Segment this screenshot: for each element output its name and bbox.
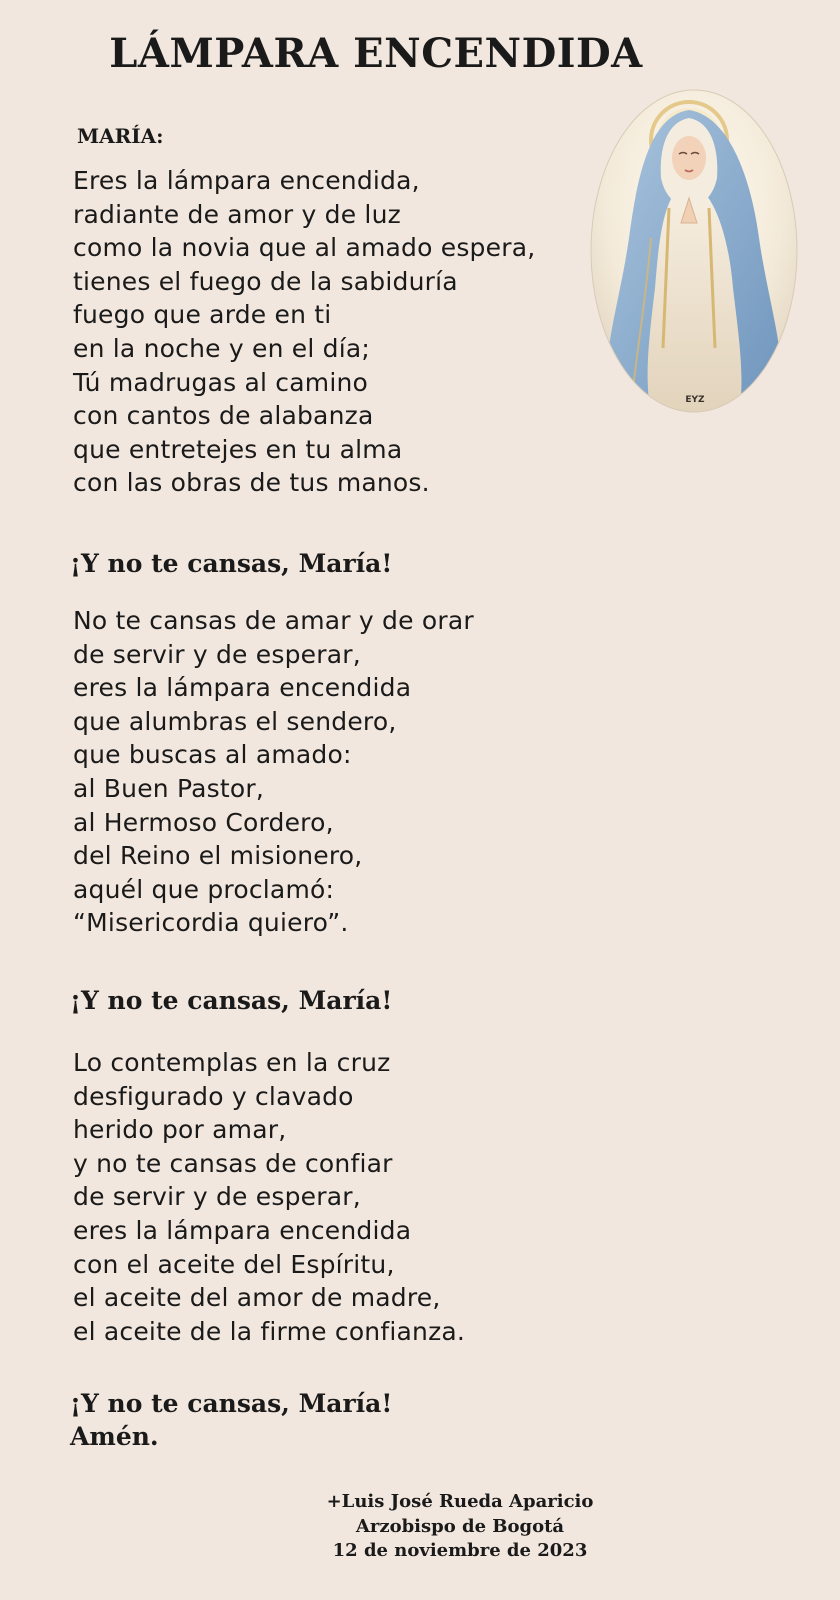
verse-line: aquél que proclamó: bbox=[73, 874, 335, 904]
refrain-1: ¡Y no te cansas, María! bbox=[70, 549, 393, 578]
verse-line: radiante de amor y de luz bbox=[73, 199, 401, 229]
signature-date: 12 de noviembre de 2023 bbox=[332, 1540, 588, 1561]
verse-line: eres la lámpara encendida bbox=[73, 1215, 412, 1245]
verse-line: de servir y de esperar, bbox=[73, 639, 361, 669]
verse-line: el aceite de la firme confianza. bbox=[73, 1316, 466, 1346]
refrain-2: ¡Y no te cansas, María! bbox=[70, 986, 393, 1015]
verse-line: eres la lámpara encendida bbox=[73, 673, 412, 703]
verse-line: No te cansas de amar y de orar bbox=[73, 606, 474, 635]
verse-line: fuego que arde en ti bbox=[73, 300, 332, 330]
verse-line: que entretejes en tu alma bbox=[73, 434, 403, 464]
verse-line: el aceite del amor de madre, bbox=[73, 1283, 441, 1313]
signature-block bbox=[300, 1490, 620, 1564]
verse-line: con cantos de alabanza bbox=[73, 401, 374, 431]
poem-title: LÁMPARA ENCENDIDA bbox=[109, 30, 643, 77]
refrain-3: ¡Y no te cansas, María! bbox=[70, 1389, 393, 1418]
verse-line: en la noche y en el día; bbox=[73, 333, 370, 363]
closing-amen: Amén. bbox=[70, 1422, 159, 1451]
stanza-3 bbox=[73, 1046, 465, 1348]
verse-line: como la novia que al amado espera, bbox=[73, 233, 536, 263]
verse-line: de servir y de esperar, bbox=[73, 1182, 361, 1212]
author-role: Arzobispo de Bogotá bbox=[355, 1515, 565, 1537]
stanza-1 bbox=[73, 164, 535, 500]
verse-line: Tú madrugas al camino bbox=[73, 367, 369, 397]
virgin-mary-portrait bbox=[589, 88, 799, 414]
artist-mark: EYZ bbox=[685, 395, 705, 405]
poem-addressee: MARÍA: bbox=[77, 124, 164, 148]
verse-line: con el aceite del Espíritu, bbox=[73, 1249, 395, 1279]
verse-line: Lo contemplas en la cruz bbox=[73, 1048, 391, 1077]
verse-line: que buscas al amado: bbox=[73, 740, 352, 770]
verse-line: que alumbras el sendero, bbox=[73, 706, 397, 736]
verse-line: y no te cansas de confiar bbox=[73, 1148, 393, 1178]
verse-line: al Hermoso Cordero, bbox=[73, 807, 334, 837]
verse-line: con las obras de tus manos. bbox=[73, 468, 430, 498]
verse-line: herido por amar, bbox=[73, 1115, 287, 1145]
verse-line: “Misericordia quiero”. bbox=[73, 908, 349, 938]
verse-line: Eres la lámpara encendida, bbox=[73, 166, 420, 195]
verse-line: del Reino el misionero, bbox=[73, 841, 363, 871]
author-name: +Luis José Rueda Aparicio bbox=[326, 1491, 594, 1512]
verse-line: tienes el fuego de la sabiduría bbox=[73, 266, 458, 296]
verse-line: desfigurado y clavado bbox=[73, 1081, 354, 1111]
stanza-2 bbox=[73, 604, 474, 940]
verse-line: al Buen Pastor, bbox=[73, 773, 265, 803]
